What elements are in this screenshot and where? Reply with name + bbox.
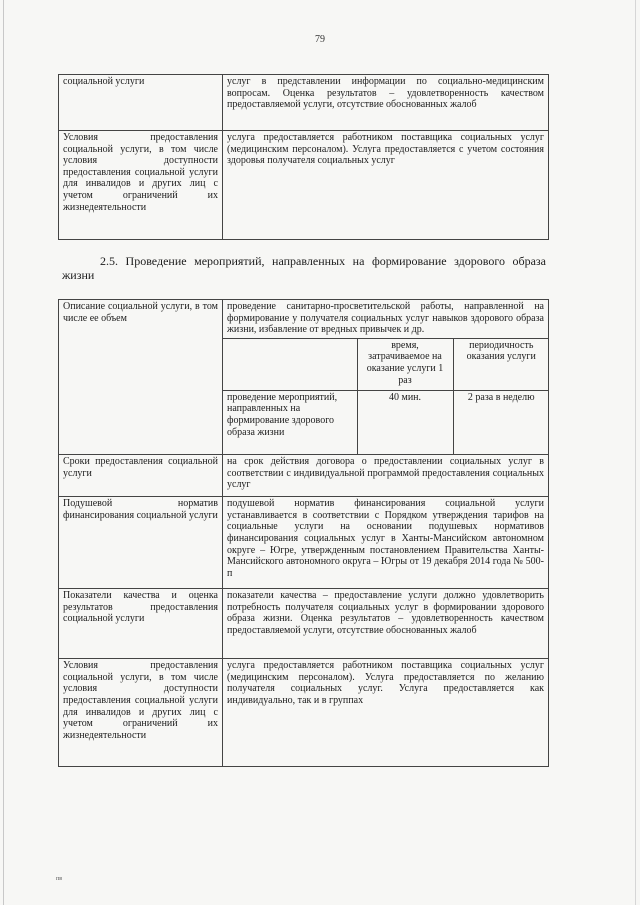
row-label: социальной услуги — [59, 75, 223, 131]
header-empty — [223, 338, 357, 390]
time-table — [223, 338, 549, 455]
table-row — [59, 497, 549, 589]
table-row — [59, 455, 549, 497]
row-text: услуга предоставляется работником поставщика социальных услуг (медицинским персоналом). Услуга предоставляется с учетом состояния здоровья получателя социальных услуг — [223, 131, 549, 240]
continuation-table — [58, 74, 549, 240]
scan-edge-right — [635, 0, 636, 905]
table-row — [59, 75, 549, 131]
row-text: услуга предоставляется работником поставщика социальных услуг (медицинским персоналом). Услуга предоставляется по желанию получателя социальных услуг. Услуга предоставляется как индивидуально, так и в группах — [223, 659, 549, 767]
header-period: периодичность оказания услуги — [453, 338, 549, 390]
table-row — [59, 131, 549, 240]
service-table — [58, 299, 549, 767]
row-text: на срок действия договора о предоставлении социальных услуг в соответствии с индивидуальной программой предоставления социальных услуг — [223, 455, 549, 497]
scan-edge-left — [3, 0, 4, 905]
activity-time: 40 мин. — [357, 390, 453, 454]
header-time: время, затрачиваемое на оказание услуги 1 раз — [357, 338, 453, 390]
row-text: услуг в представлении информации по социально-медицинским вопросам. Оценка результатов – удовлетворенность качеством предоставляемой услуги, отсутствие обоснованных жалоб — [223, 75, 549, 131]
table-row — [59, 589, 549, 659]
table-header-row — [223, 338, 549, 390]
table-row — [59, 300, 549, 455]
description-text: проведение санитарно-просветительской работы, направленной на формирование у получателя социальных услуг навыков здорового образа жизни, избавление от вредных привычек и др. — [227, 301, 544, 336]
table-row — [59, 659, 549, 767]
row-text: подушевой норматив финансирования социальной услуги устанавливается в соответствии с Порядком утверждения тарифов на социальные услуги на основании подушевых нормативов финансирования социальных услуг в Ханты-Мансийском автономном округе – Югре, утвержденным постановлением Правительства Ханты-Мансийского автономного округа – Югры от 19 декабря 2014 года № 500-п — [223, 497, 549, 589]
row-label: Сроки предоставления социальной услуги — [59, 455, 223, 497]
page-number: 79 — [315, 34, 325, 45]
row-label: Подушевой норматив финансирования социальной услуги — [59, 497, 223, 589]
row-label: Описание социальной услуги, в том числе ее объем — [59, 300, 223, 455]
row-label: Условия предоставления социальной услуги, в том числе условия доступности предоставления социальной услуги для инвалидов и других лиц с учетом ограничений их жизнедеятельности — [59, 659, 223, 767]
description-cell — [223, 300, 549, 455]
row-label: Показатели качества и оценка результатов предоставления социальной услуги — [59, 589, 223, 659]
row-label: Условия предоставления социальной услуги, в том числе условия доступности предоставления социальной услуги для инвалидов и других лиц с учетом ограничений их жизнедеятельности — [59, 131, 223, 240]
activity-period: 2 раза в неделю — [453, 390, 549, 454]
activity-name: проведение мероприятий, направленных на формирование здорового образа жизни — [223, 390, 357, 454]
section-heading: 2.5. Проведение мероприятий, направленных на формирование здорового образа жизни — [62, 254, 546, 282]
row-text: показатели качества – предоставление услуги должно удовлетворить потребность получателя социальных услуг в формировании здорового образа жизни. Оценка результатов – удовлетворенность качеством предоставляемой услуги, отсутствие обоснованных жалоб — [223, 589, 549, 659]
footer-mark: пв — [56, 876, 63, 882]
table-row — [223, 390, 549, 454]
